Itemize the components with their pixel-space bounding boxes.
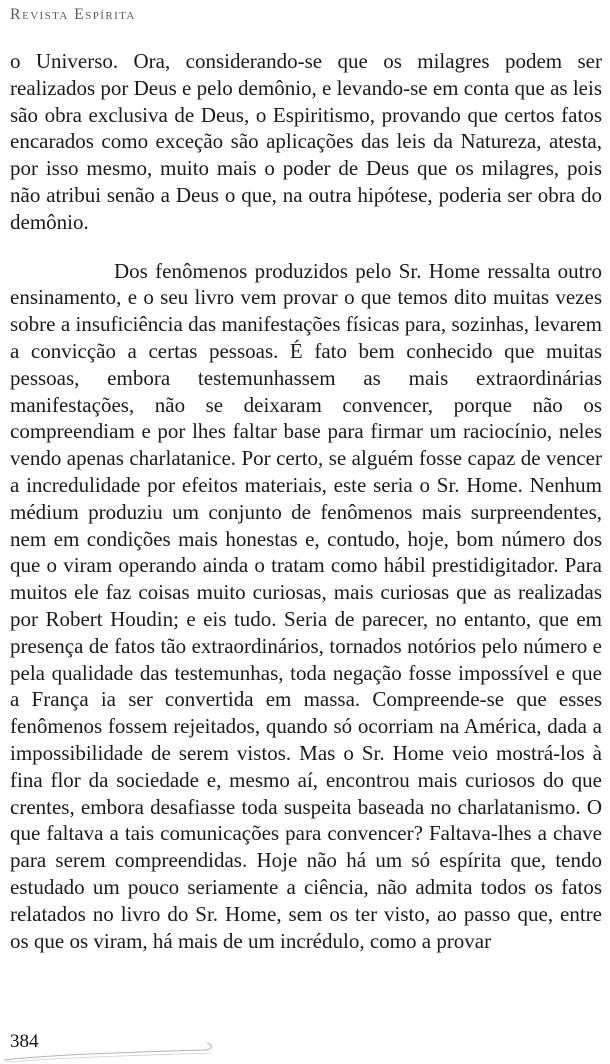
- page-number: 384: [10, 1031, 39, 1052]
- running-header: Revista Espírita: [10, 6, 136, 23]
- paragraph-1: o Universo. Ora, considerando-se que os milagres podem ser realizados por Deus e pelo demônio, e levando-se em conta que as leis são obra exclusiva de Deus, o Espiritismo, provando que certos fatos encarados como exceção são aplicações das leis da Natureza, atesta, por isso mesmo, muito mais o poder de Deus que os milagres, pois não atribui senão a Deus o que, na outra hipótese, poderia ser obra do demônio.: [10, 49, 602, 234]
- paragraph-2: Dos fenômenos produzidos pelo Sr. Home ressalta outro ensinamento, e o seu livro vem provar o que temos dito muitas vezes sobre a insuficiência das manifestações físicas para, sozinhas, levarem a convicção a certas pessoas. É fato bem conhecido que muitas pessoas, embora testemunhassem as mais extraordinárias manifestações, não se deixaram convencer, porque não os compreendiam e por lhes faltar base para firmar um raciocínio, neles vendo apenas charlatanice. Por certo, se alguém fosse capaz de vencer a incredulidade por efeitos materiais, este seria o Sr. Home. Nenhum médium produziu um conjunto de fenômenos mais surpreendentes, nem em condições mais honestas e, contudo, hoje, bom número dos que o viram operando ainda o tratam como hábil prestidigitador. Para muitos ele faz coisas muito curiosas, mais curiosas que as realizadas por Robert Houdin; e eis tudo. Seria de parecer, no entanto, que em presença de fatos tão extraordinários, tornados notórios pelo número e pela qualidade das testemunhas, toda negação fosse impossível e que a França ia ser convertida em massa. Compreende-se que esses fenômenos fossem rejeitados, quando só ocorriam na América, dada a impossibilidade de serem vistos. Mas o Sr. Home veio mostrá-los à fina flor da sociedade e, mesmo aí, encontrou mais curiosos do que crentes, embora desafiasse toda suspeita baseada no charlatanismo. O que faltava a tais comunicações para convencer? Faltava-lhes a chave para serem compreendidas. Hoje não há um só espírita que, tendo estudado um pouco seriamente a ciência, não admita todos os fatos relatados no livro do Sr. Home, sem os ter visto, ao passo que, entre os que os viram, há mais de um incrédulo, como a provar: [10, 258, 602, 953]
- page-body: [10, 48, 602, 954]
